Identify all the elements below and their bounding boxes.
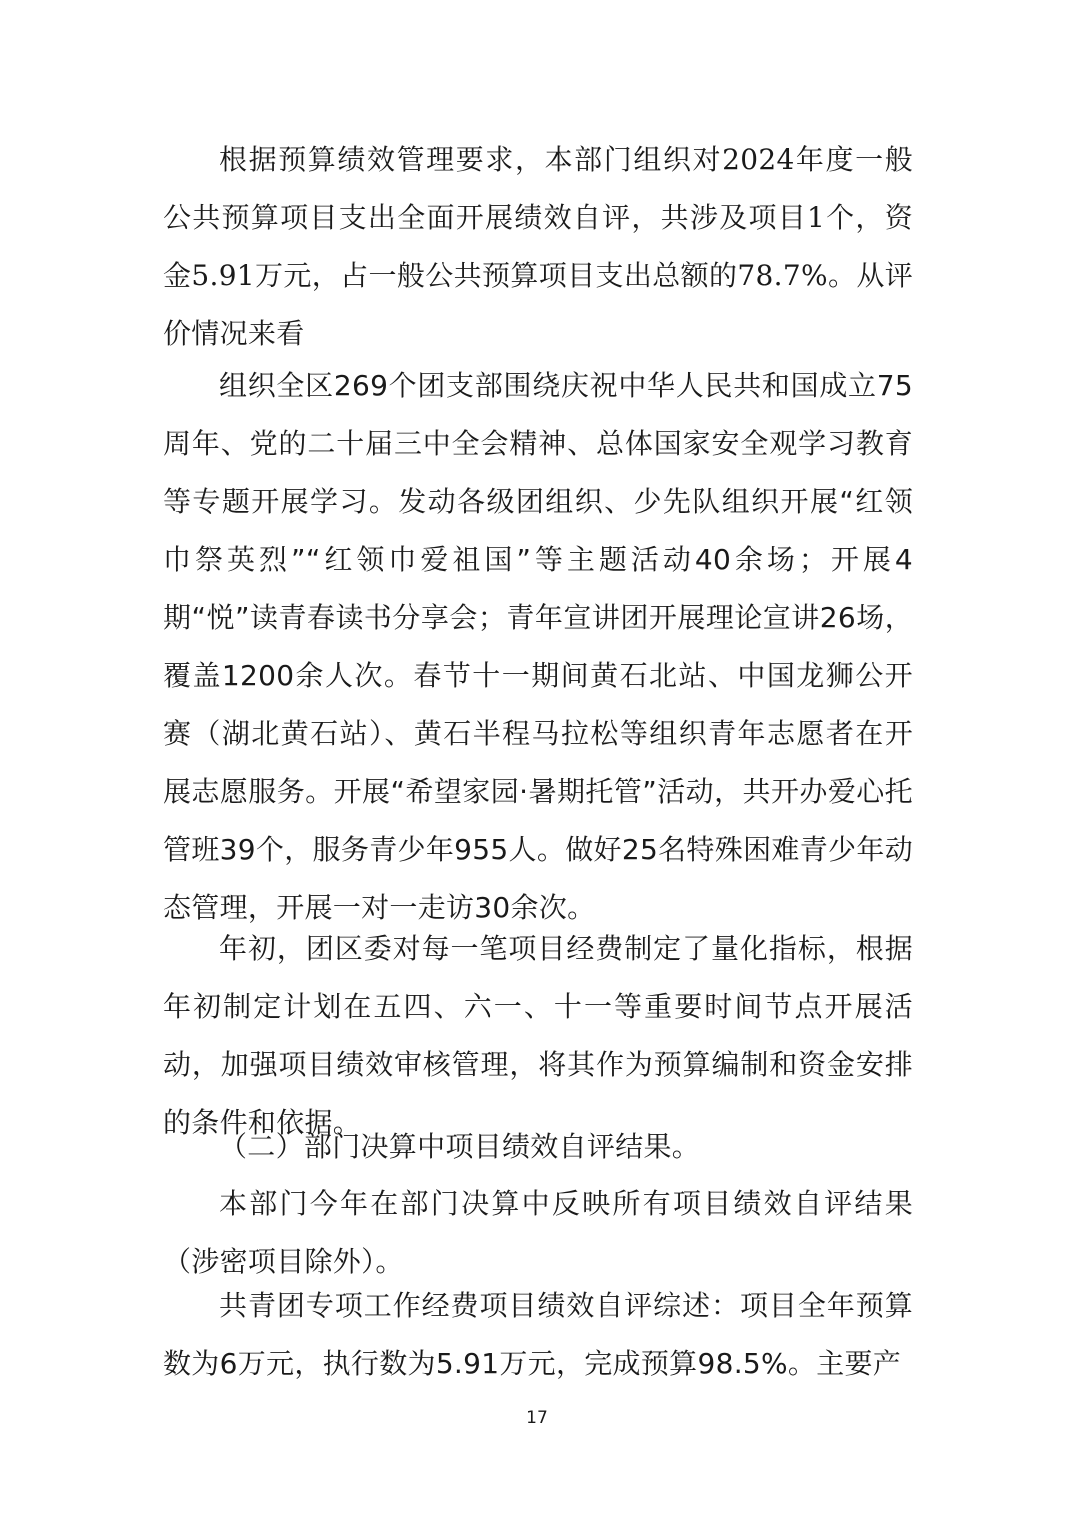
paragraph-results-scope: 本部门今年在部门决算中反映所有项目绩效自评结果（涉密项目除外）。 [163,1187,913,1278]
paragraph-activities-summary: 组织全区269个团支部围绕庆祝中华人民共和国成立75周年、党的二十届三中全会精神、总体国家安全观学习教育等专题开展学习。发动各级团组织、少先队组织开展“红领巾祭英烈”“红领巾爱祖国”等主题活动40余场；开展4期“悦”读青春读书分享会；青年宣讲团开展理论宣讲26场，覆盖1200余人次。春节十一期间黄石北站、中国龙狮公开赛（湖北黄石站）、黄石半程马拉松等组织青年志愿者在开展志愿服务。开展“希望家园·暑期托管”活动，共开办爱心托管班39个，服务青少年955人。做好25名特殊困难青少年动态管理，开展一对一走访30余次。 [163,369,913,924]
paragraph-project-summary: 共青团专项工作经费项目绩效自评综述：项目全年预算数为6万元，执行数为5.91万元，完成预算98.5%。主要产 [163,1289,913,1380]
page-number: 17 [526,1408,548,1428]
section-heading-project-results: （二）部门决算中项目绩效自评结果。 [219,1130,701,1163]
paragraph-evaluation-intro: 根据预算绩效管理要求，本部门组织对2024年度一般公共预算项目支出全面开展绩效自评，共涉及项目1个，资金5.91万元，占一般公共预算项目支出总额的78.7%。从评价情况来看 [163,143,913,350]
paragraph-quantified-indicators: 年初，团区委对每一笔项目经费制定了量化指标，根据年初制定计划在五四、六一、十一等重要时间节点开展活动，加强项目绩效审核管理，将其作为预算编制和资金安排的条件和依据。 [163,932,913,1139]
